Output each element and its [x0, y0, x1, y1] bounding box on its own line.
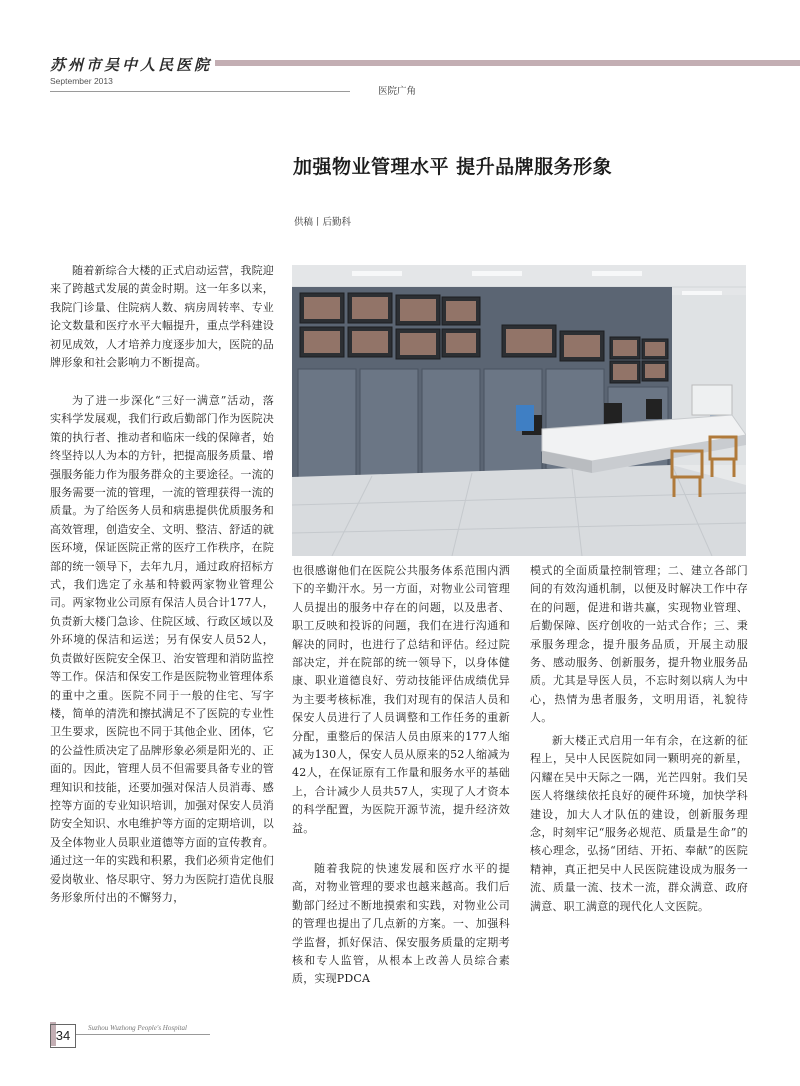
header-accent-bar	[215, 60, 800, 66]
issue-date: September 2013	[50, 76, 113, 86]
paragraph-1: 随着新综合大楼的正式启动运营，我院迎来了跨越式发展的黄金时期。这一年多以来，我院门诊量、住院病人数、病房周转率、专业论文数量和医疗水平大幅提升，重点学科建设初见成效，人才培养力度逐步加大，医院的品牌形象和社会影响力不断提高。	[50, 264, 274, 370]
paragraph-6: 新大楼正式启用一年有余，在这新的征程上，吴中人民医院如同一颗明亮的新星，闪耀在吴中天际之一隅，光芒四射。我们吴医人将继续依托良好的硬件环境，加快学科建设，加大人才队伍的建设，创新服务理念，时刻牢记“服务必规范、质量是生命”的核心理念，弘扬“团结、开拓、奉献”的医院精神，真正把吴中人民医院建设成为服务一流、质量一流、技术一流，群众满意、政府满意、职工满意的现代化人文医院。	[530, 734, 748, 913]
paragraph-5: 模式的全面质量控制管理；二、建立各部门间的有效沟通机制，以便及时解决工作中存在的问题，促进和谐共赢，实现物业管理、后勤保障、医疗创收的一站式合作；三、秉承服务理念，提升服务品质，开展主动服务、感动服务、创新服务，提升物业服务品质。尤其是导医人员，不忘时刻以病人为中心，热情为患者服务，文明用语，礼貌待人。	[530, 564, 748, 725]
section-label: 医院广角	[378, 86, 417, 97]
publication-name: Suzhou Wuzhong People's Hospital	[88, 1024, 187, 1032]
header-divider	[50, 91, 350, 92]
monitoring-room-photo	[292, 265, 746, 556]
paragraph-3: 也很感谢他们在医院公共服务体系范围内洒下的辛勤汗水。另一方面，对物业公司管理人员提出的服务中存在的问题，以及患者、职工反映和投诉的问题，我们在进行沟通和解决的同时，也进行了总结和评估。经过院部决定，并在院部的统一领导下，以身体健康、职业道德良好、劳动技能评估成绩优异为主要考核标准，我们对现有的保洁人员和保安人员进行了人员调整和工作任务的重新分配，重整后的保洁人员由原来的177人缩减为130人，保安人员从原来的52人缩减为42人，在保证原有工作量和服务水平的基础上，合计减少人员共57人，实现了人才资本的科学配置，为医院开源节流，提升经济效益。	[292, 564, 510, 835]
hospital-name: 苏州市吴中人民医院	[50, 56, 213, 74]
paragraph-2: 为了进一步深化“三好一满意”活动，落实科学发展观，我们行政后勤部门作为医院决策的执行者、推动者和临床一线的保障者，始终坚持以人为本的方针，把提高服务质量、增强服务能力作为服务群众的主要途径。一流的服务需要一流的管理，一流的管理获得一流的质量。为了给医务人员和病患提供优质服务和高效管理，创造安全、文明、整洁、舒适的就医环境，保证医院正常的医疗工作秩序，在院部的统一领导下，去年九月，通过政府招标方式，我们选定了永基和特毅两家物业管理公司。两家物业公司原有保洁人员合计177人，负责新大楼门急诊、住院区域、行政区域以及外环境的保洁和运送；另有保安人员52人，负责做好医院安全保卫、治安管理和消防监控等工作。保洁和保安工作是医院物业管理体系的重中之重。医院不同于一般的住宅、写字楼，简单的清洗和擦拭满足不了医院的专业性卫生要求，医院也不同于其他企业、团体，它的公益性质决定了品牌形象必须是阳光的、正面的。因此，管理人员不但需要具备专业的管理知识和技能，还要加强对保洁人员消毒、感控等方面的专业知识培训，加强对保安人员消防安全知识、水电维护等方面的定期培训，以及全体物业人员职业道德等方面的宣传教育。通过这一年的实践和积累，我们必须肯定他们爱岗敬业、恪尽职守、努力为医院打造优良服务形象所付出的不懈努力，	[50, 394, 274, 904]
article-title: 加强物业管理水平 提升品牌服务形象	[293, 156, 613, 178]
page-number: 34	[50, 1024, 76, 1048]
paragraph-4: 随着我院的快速发展和医疗水平的提高，对物业管理的要求也越来越高。我们后勤部门经过不断地摸索和实践，对物业公司的管理也提出了几点新的方案。一、加强科学监督，抓好保洁、保安服务质量的定期考核和专人监管，从根本上改善人员综合素质，实现PDCA	[292, 862, 510, 986]
article-byline: 供稿丨后勤科	[294, 217, 352, 228]
footer-divider	[76, 1034, 210, 1035]
